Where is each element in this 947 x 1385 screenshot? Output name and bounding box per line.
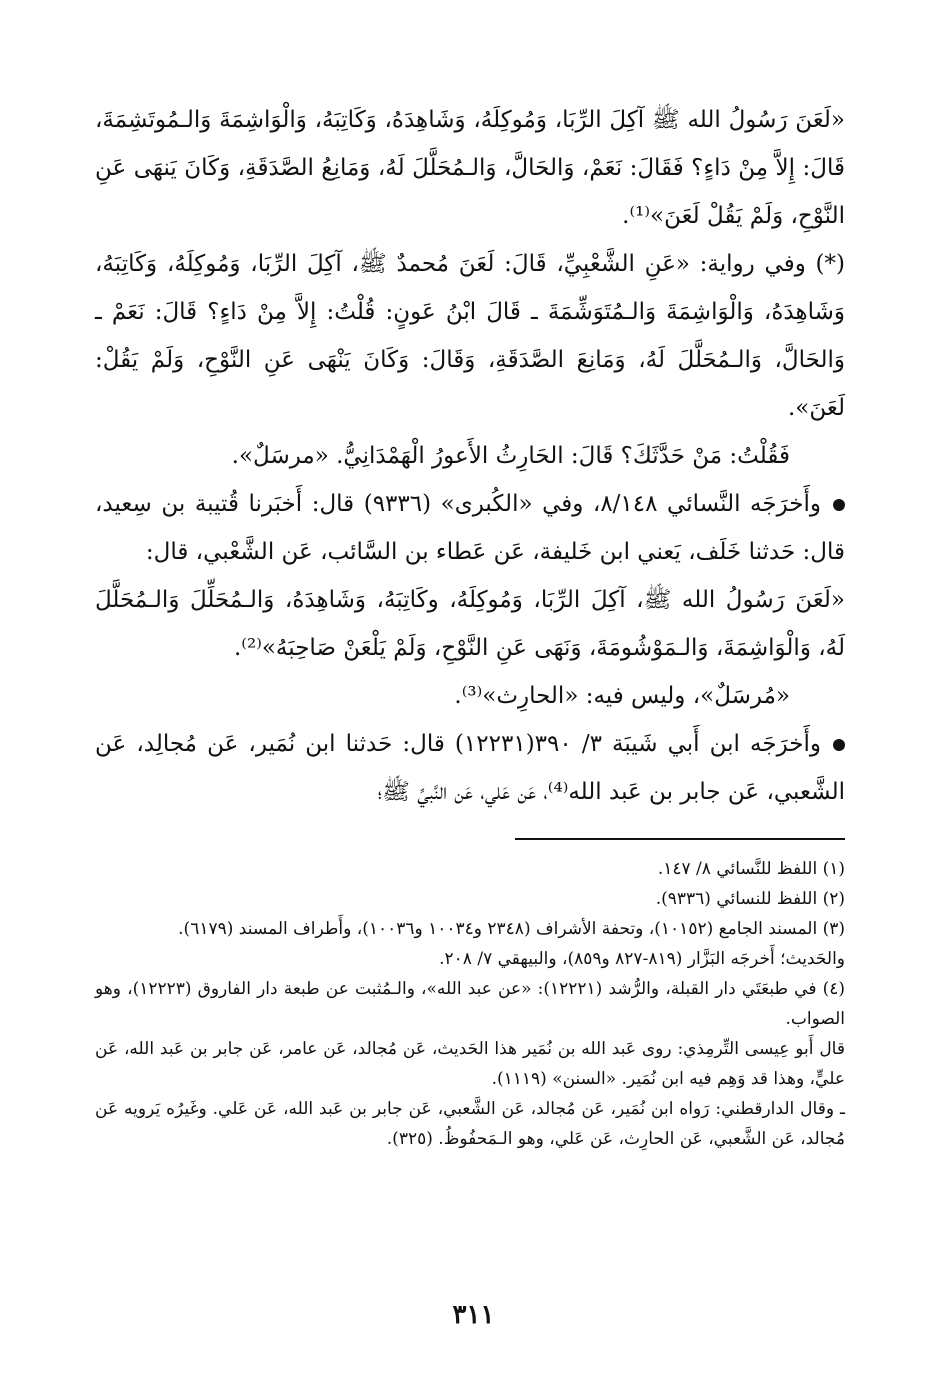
narration-note: فَقُلْتُ: مَنْ حَدَّثَكَ؟ قَالَ: الحَارِثُ الأَعورُ الْهَمْدَانِيُّ. «مرسَلٌ».	[231, 443, 790, 469]
footnote-3: (٣) المسند الجامع (١٠١٥٢)، وتحفة الأشراف (٢٣٤٨ و١٠٠٣٤ و١٠٠٣٦)، وأَطراف المسند (٦١٧٩).	[178, 919, 845, 939]
book-page	[95, 96, 845, 1356]
takhrij-nasai	[95, 480, 845, 576]
hadith-text-2: «لَعَنَ رَسُولُ الله ﷺ، آكِلَ الرِّبَا، وَمُوكِلَهُ، وكَاتِبَهُ، وَشَاهِدَهُ، وَالـمُحَلِّلَ وَالـمُحَلَّلَ لَهُ، وَالْوَاشِمَةَ، وَالـمَوْشُومَةَ، وَنَهَى عَنِ النَّوْحِ، وَلَمْ يَلْعَنْ صَاحِبَهُ»⁽²⁾.	[95, 587, 845, 661]
footnote-3-continuation: والحَديث؛ أَخرجَه البَزَّار (٨١٩-٨٢٧ و٨٥٩)، والبيهقي ٧/ ٢٠٨.	[439, 949, 845, 969]
takhrij-ibn-abi-shayba	[95, 720, 845, 816]
footnote-separator	[515, 838, 845, 840]
footnote-4: (٤) في طبعَتَي دار القبلة، والرُّشد (١٢٢٢١): «عن عبد الله»، والـمُثبت عن طبعة دار الفاروق (١٢٢٢٣)، وهو الصواب.	[95, 979, 845, 1029]
footnote-1: (١) اللفظ للنَّسائي ٨/ ١٤٧.	[657, 859, 845, 879]
footnote-2: (٢) اللفظ للنسائي (٩٣٣٦).	[655, 889, 845, 909]
bullet-icon	[833, 739, 845, 751]
takhrij-nasai-text: وأَخرَجَه النَّسائي ٨/١٤٨، وفي «الكُبرى» (٩٣٣٦) قال: أَخبَرنا قُتيبة بن سِعيد، قال: حَدثنا خَلَف، يَعني ابن خَليفة، عَن عَطاء بن السَّائب، عَن الشَّعْبي، قال:	[95, 491, 845, 565]
bullet-icon	[833, 499, 845, 511]
hadith-variant-riwaya: (*) وفي رواية: «عَنِ الشَّعْبِيِّ، قَالَ: لَعَنَ مُحمدٌ ﷺ، آكِلَ الرِّبَا، وَمُوكِلَهُ، وَكَاتِبَهُ، وَشَاهِدَهُ، وَالْوَاشِمَةَ وَالـمُتَوَشِّمَةَ ـ قَالَ ابْنُ عَونٍ: قُلْتُ: إِلاَّ مِنْ دَاءٍ؟ قَالَ: نَعَمْ ـ وَالحَالَّ، وَالـمُحَلَّلَ لَهُ، وَمَانِعَ الصَّدَقَةِ، وَقَالَ: وَكَانَ يَنْهَى عَنِ النَّوْحِ، وَلَمْ يَقُلْ: لَعَنَ».	[95, 251, 845, 421]
takhrij-ibn-abi-shayba-text: وأَخرَجَه ابن أَبي شَيبَة ٣/ ٣٩٠(١٢٢٣١) قال: حَدثنا ابن نُمَير، عَن مُجالِد، عَن الشَّعبي، عَن جابر بن عَبد الله⁽⁴⁾، عَن عَلي، عَن النَّبيِّ ﷺ؛	[95, 731, 845, 805]
footnote-4-tirmidhi: قال أَبو عِيسى التِّرمِذي: روى عَبد الله بن نُمَير هذا الحَديث، عَن مُجالد، عَن عامر، عَن جابر بن عَبد الله، عَن عليٍّ، وهذا قد وَهِم فيه ابن نُمَير. «السنن» (١١١٩).	[95, 1039, 845, 1089]
main-text	[95, 96, 845, 816]
mursal-note: «مُرسَلٌ»، وليس فيه: «الحارِث»⁽³⁾.	[454, 683, 790, 709]
footnote-4-daraqutni: ـ وقال الدارقطني: رَواه ابن نُمَير، عَن مُجالد، عَن الشَّعبي، عَن جابر بن عَبد الله، عَن عَلي. وغَيرُه يَرويه عَن مُجالد، عَن الشَّعبي، عَن الحارِث، عَن عَلي، وهو الـمَحفُوظُ. (٣٢٥).	[95, 1099, 845, 1149]
footnotes	[95, 854, 845, 1154]
hadith-text-1: «لَعَنَ رَسُولُ الله ﷺ آكِلَ الرِّبَا، وَمُوكِلَهُ، وَشَاهِدَهُ، وَكَاتِبَهُ، وَالْوَاشِمَةَ وَالـمُوتَشِمَةَ، قَالَ: إِلاَّ مِنْ دَاءٍ؟ فَقَالَ: نَعَمْ، وَالحَالَّ، وَالـمُحَلَّلَ لَهُ، وَمَانِعُ الصَّدَقَةِ، وَكَانَ يَنهَى عَنِ النَّوْحِ، وَلَمْ يَقُلْ لَعَنَ»⁽¹⁾.	[95, 107, 845, 229]
page-number: ٣١١	[452, 1300, 495, 1330]
